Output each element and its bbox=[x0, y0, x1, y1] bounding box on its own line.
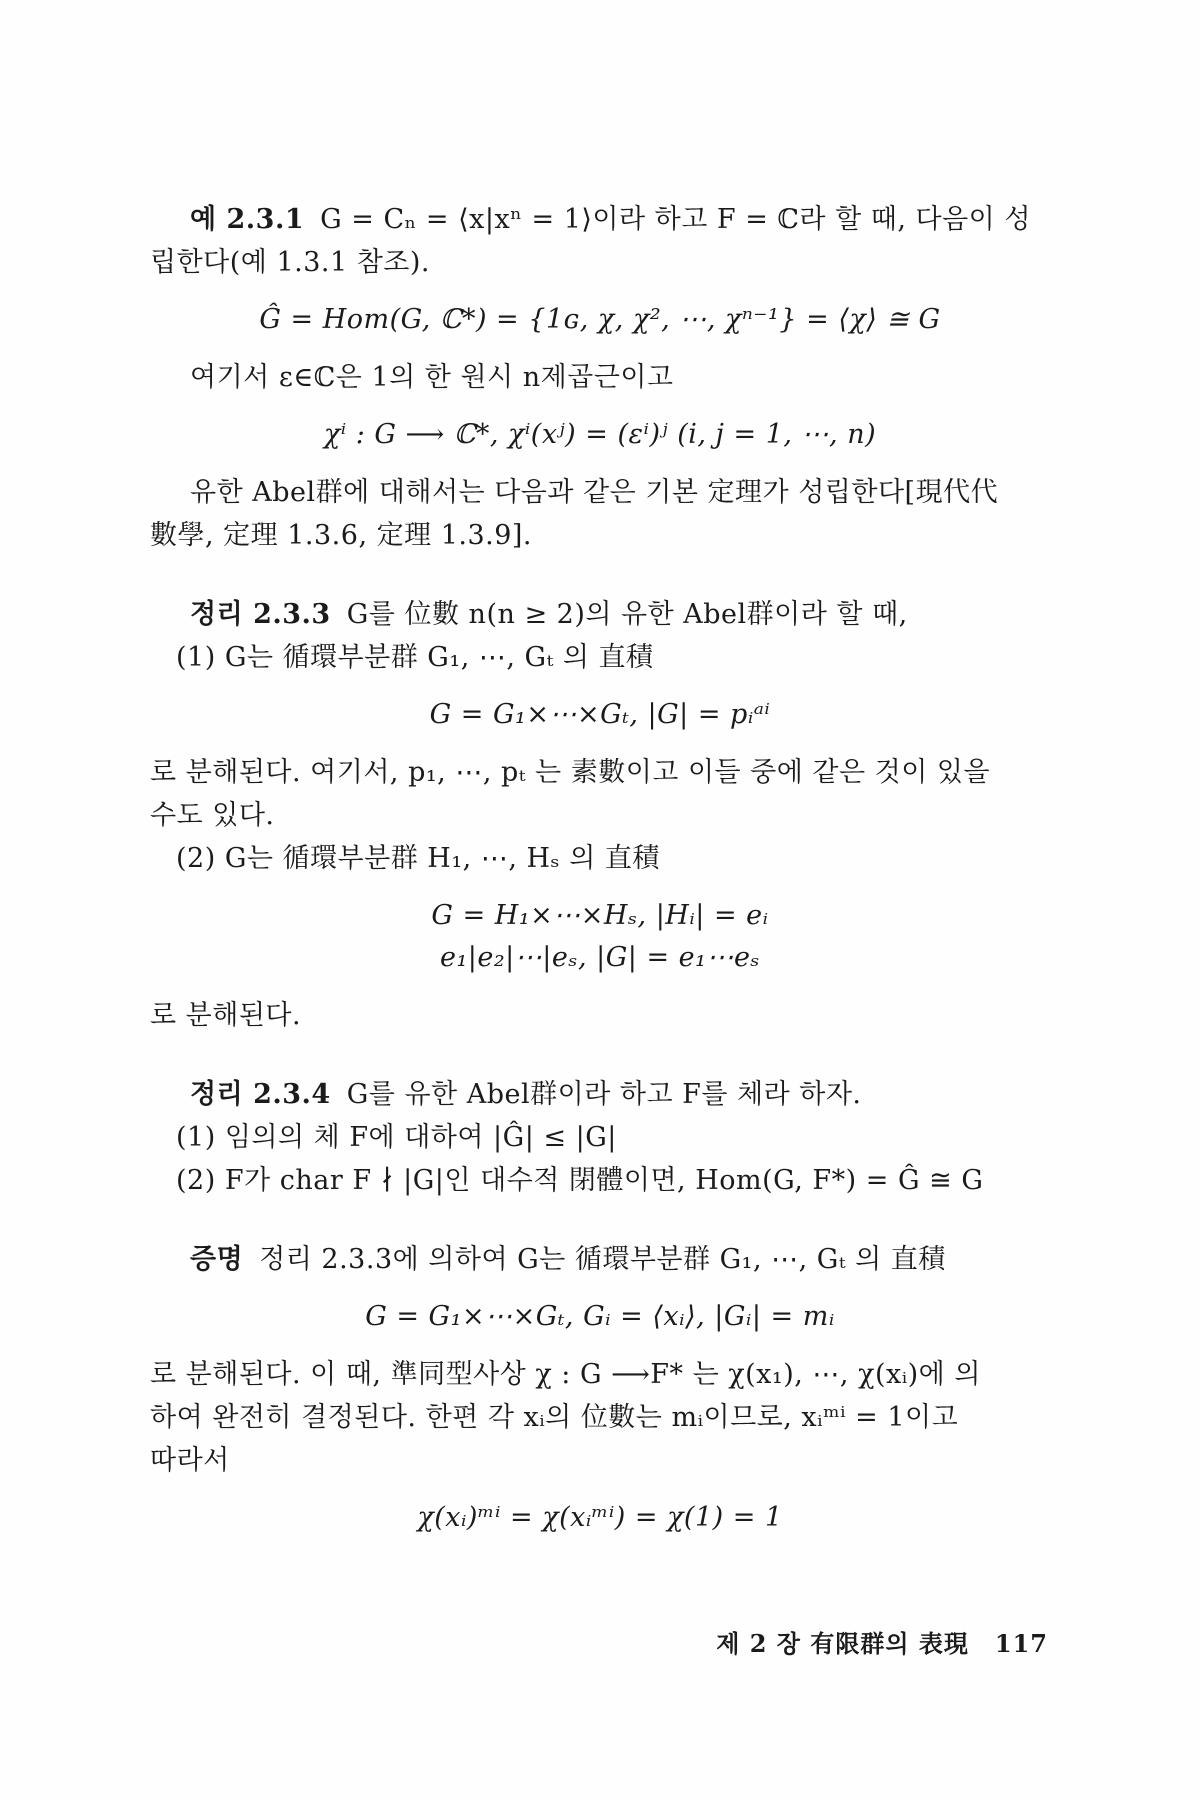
page-number: 117 bbox=[994, 1629, 1048, 1658]
theorem-233-item1: (1) G는 循環부분群 G₁, ⋯, Gₜ 의 直積 bbox=[176, 642, 654, 673]
section-gap-2 bbox=[150, 1037, 1050, 1073]
page-footer bbox=[716, 1628, 1048, 1660]
proof-line3: 하여 완전히 결정된다. 한편 각 xᵢ의 位數는 mᵢ이므로, xᵢᵐⁱ = 1이고 bbox=[150, 1402, 959, 1433]
proof-heading bbox=[150, 1238, 1050, 1281]
abel-intro-line2: 數學, 定理 1.3.6, 定理 1.3.9]. bbox=[150, 520, 533, 551]
theorem-234-heading bbox=[150, 1073, 1050, 1116]
theorem-233-item2: (2) G는 循環부분群 H₁, ⋯, Hₛ 의 直積 bbox=[176, 843, 660, 874]
section-gap-3 bbox=[150, 1202, 1050, 1238]
theorem-233-statement: G를 位數 n(n ≥ 2)의 유한 Abel群이라 할 때, bbox=[346, 599, 908, 630]
proof-line4: 따라서 bbox=[150, 1445, 230, 1476]
theorem-234-statement: G를 유한 Abel群이라 하고 F를 체라 하자. bbox=[346, 1079, 862, 1110]
chapter-title: 제 2 장 有限群의 表現 bbox=[716, 1629, 969, 1658]
proof-line1: 정리 2.3.3에 의하여 G는 循環부분群 G₁, ⋯, Gₜ 의 直積 bbox=[259, 1244, 946, 1275]
theorem-233-after1-line1: 로 분해된다. 여기서, p₁, ⋯, pₜ 는 素數이고 이들 중에 같은 것이 있을 bbox=[150, 757, 991, 788]
theorem-233-after1-line2: 수도 있다. bbox=[150, 800, 275, 831]
example-231-label: 예 2.3.1 bbox=[190, 204, 305, 235]
formula-h-direct-product: G = H₁×⋯×Hₛ, |Hᵢ| = eᵢ bbox=[431, 900, 769, 931]
formula-character-order: χ(xᵢ)ᵐⁱ = χ(xᵢᵐⁱ) = χ(1) = 1 bbox=[417, 1502, 783, 1533]
formula-proof-decomposition: G = G₁×⋯×Gₜ, Gᵢ = ⟨xᵢ⟩, |Gᵢ| = mᵢ bbox=[365, 1301, 835, 1332]
theorem-234-item2: (2) F가 char F ∤ |G|인 대수적 閉體이면, Hom(G, F*) = Ĝ ≅ G bbox=[176, 1165, 984, 1196]
theorem-233-label: 정리 2.3.3 bbox=[190, 599, 331, 630]
proof-label: 증명 bbox=[190, 1244, 244, 1275]
proof-line2: 로 분해된다. 이 때, 準同型사상 χ : G ⟶F* 는 χ(x₁), ⋯, χ(xᵢ)에 의 bbox=[150, 1359, 981, 1390]
formula-h-divisor-chain: e₁|e₂|⋯|eₛ, |G| = e₁⋯eₛ bbox=[439, 942, 761, 973]
example-231-line2: 립한다(예 1.3.1 참조). bbox=[150, 247, 431, 278]
text-block bbox=[150, 198, 1050, 1554]
formula-g-direct-product: G = G₁×⋯×Gₜ, |G| = pᵢᵃⁱ bbox=[429, 699, 771, 730]
epsilon-line: 여기서 ε∈ℂ은 1의 한 원시 n제곱근이고 bbox=[190, 362, 674, 393]
example-231-line1 bbox=[150, 198, 1050, 241]
formula-character-group: Ĝ = Hom(G, ℂ*) = {1ɢ, χ, χ², ⋯, χⁿ⁻¹} = ⟨χ⟩ ≅ G bbox=[259, 304, 941, 335]
theorem-234-item1: (1) 임의의 체 F에 대하여 |Ĝ| ≤ |G| bbox=[176, 1122, 617, 1153]
formula-chi-map: χⁱ : G ⟶ ℂ*, χⁱ(xʲ) = (εⁱ)ʲ (i, j = 1, ⋯, n) bbox=[323, 419, 877, 450]
theorem-233-after2: 로 분해된다. bbox=[150, 1000, 302, 1031]
theorem-234-label: 정리 2.3.4 bbox=[190, 1079, 331, 1110]
theorem-233-heading bbox=[150, 593, 1050, 636]
section-gap-1 bbox=[150, 557, 1050, 593]
example-231-text1: G = Cₙ = ⟨x|xⁿ = 1⟩이라 하고 F = ℂ라 할 때, 다음이 성 bbox=[320, 204, 1031, 235]
abel-intro-line1: 유한 Abel群에 대해서는 다음과 같은 기본 定理가 성립한다[現代代 bbox=[190, 477, 999, 508]
